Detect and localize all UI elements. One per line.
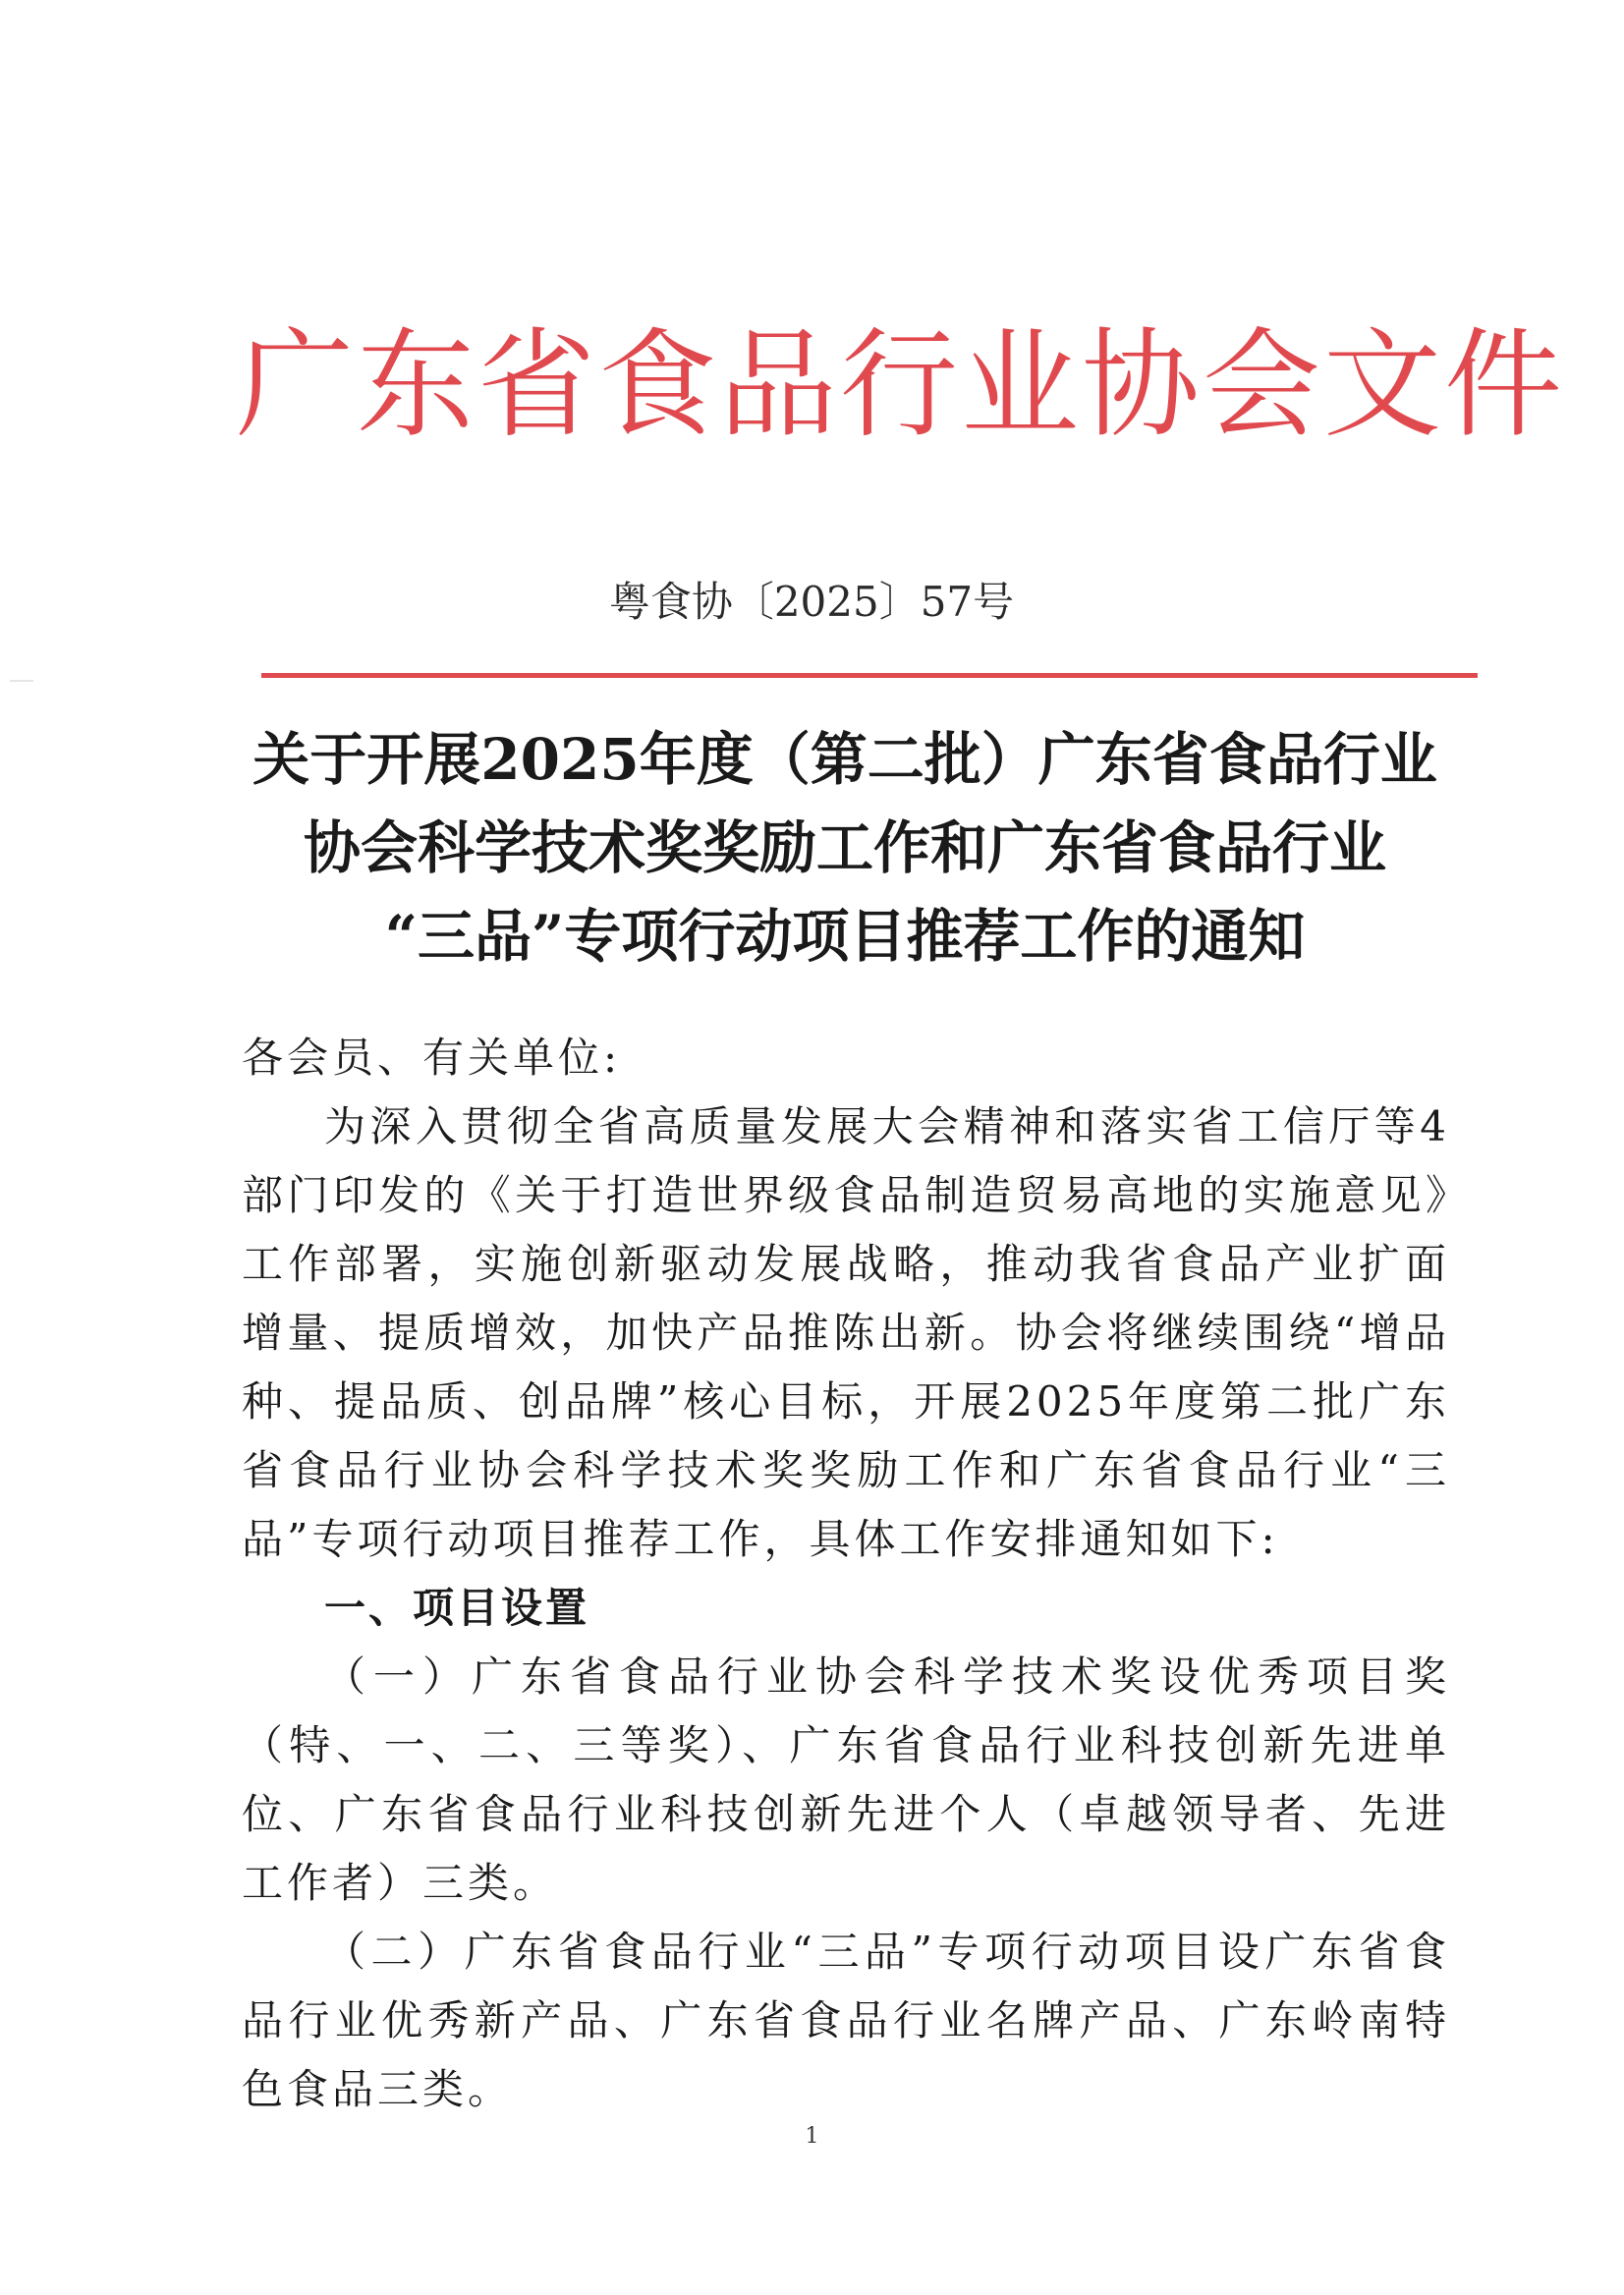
document-body	[242, 1092, 1450, 2124]
page-number: 1	[805, 2124, 819, 2149]
item-2-paragraph: （二）广东省食品行业“三品”专项行动项目设广东省食品行业优秀新产品、广东省食品行业名牌产品、广东岭南特色食品三类。	[242, 1928, 1450, 2113]
item-1-paragraph: （一）广东省食品行业协会科学技术奖设优秀项目奖（特、一、二、三等奖）、广东省食品行业科技创新先进单位、广东省食品行业科技创新先进个人（卓越领导者、先进工作者）三类。	[242, 1652, 1450, 1907]
red-divider-line	[261, 673, 1478, 678]
scan-margin-mark	[10, 680, 33, 682]
title-line-3: “三品”专项行动项目推荐工作的通知	[384, 903, 1306, 970]
section-heading-project-setup: 一、项目设置	[324, 1584, 590, 1632]
title-line-2: 协会科学技术奖奖励工作和广东省食品行业	[303, 814, 1386, 881]
salutation: 各会员、有关单位:	[242, 1034, 622, 1082]
document-title	[226, 715, 1464, 980]
title-line-1: 关于开展2025年度（第二批）广东省食品行业	[252, 726, 1437, 793]
intro-paragraph: 为深入贯彻全省高质量发展大会精神和落实省工信厅等4部门印发的《关于打造世界级食品制造贸易高地的实施意见》工作部署，实施创新驱动发展战略，推动我省食品产业扩面增量、提质增效，加快产品推陈出新。协会将继续围绕“增品种、提品质、创品牌”核心目标，开展2025年度第二批广东省食品行业协会科学技术奖奖励工作和广东省食品行业“三品”专项行动项目推荐工作，具体工作安排通知如下:	[242, 1102, 1450, 1563]
organization-header: 广东省食品行业协会文件	[236, 317, 1565, 454]
document-number: 粤食协〔2025〕57号	[608, 578, 1015, 626]
